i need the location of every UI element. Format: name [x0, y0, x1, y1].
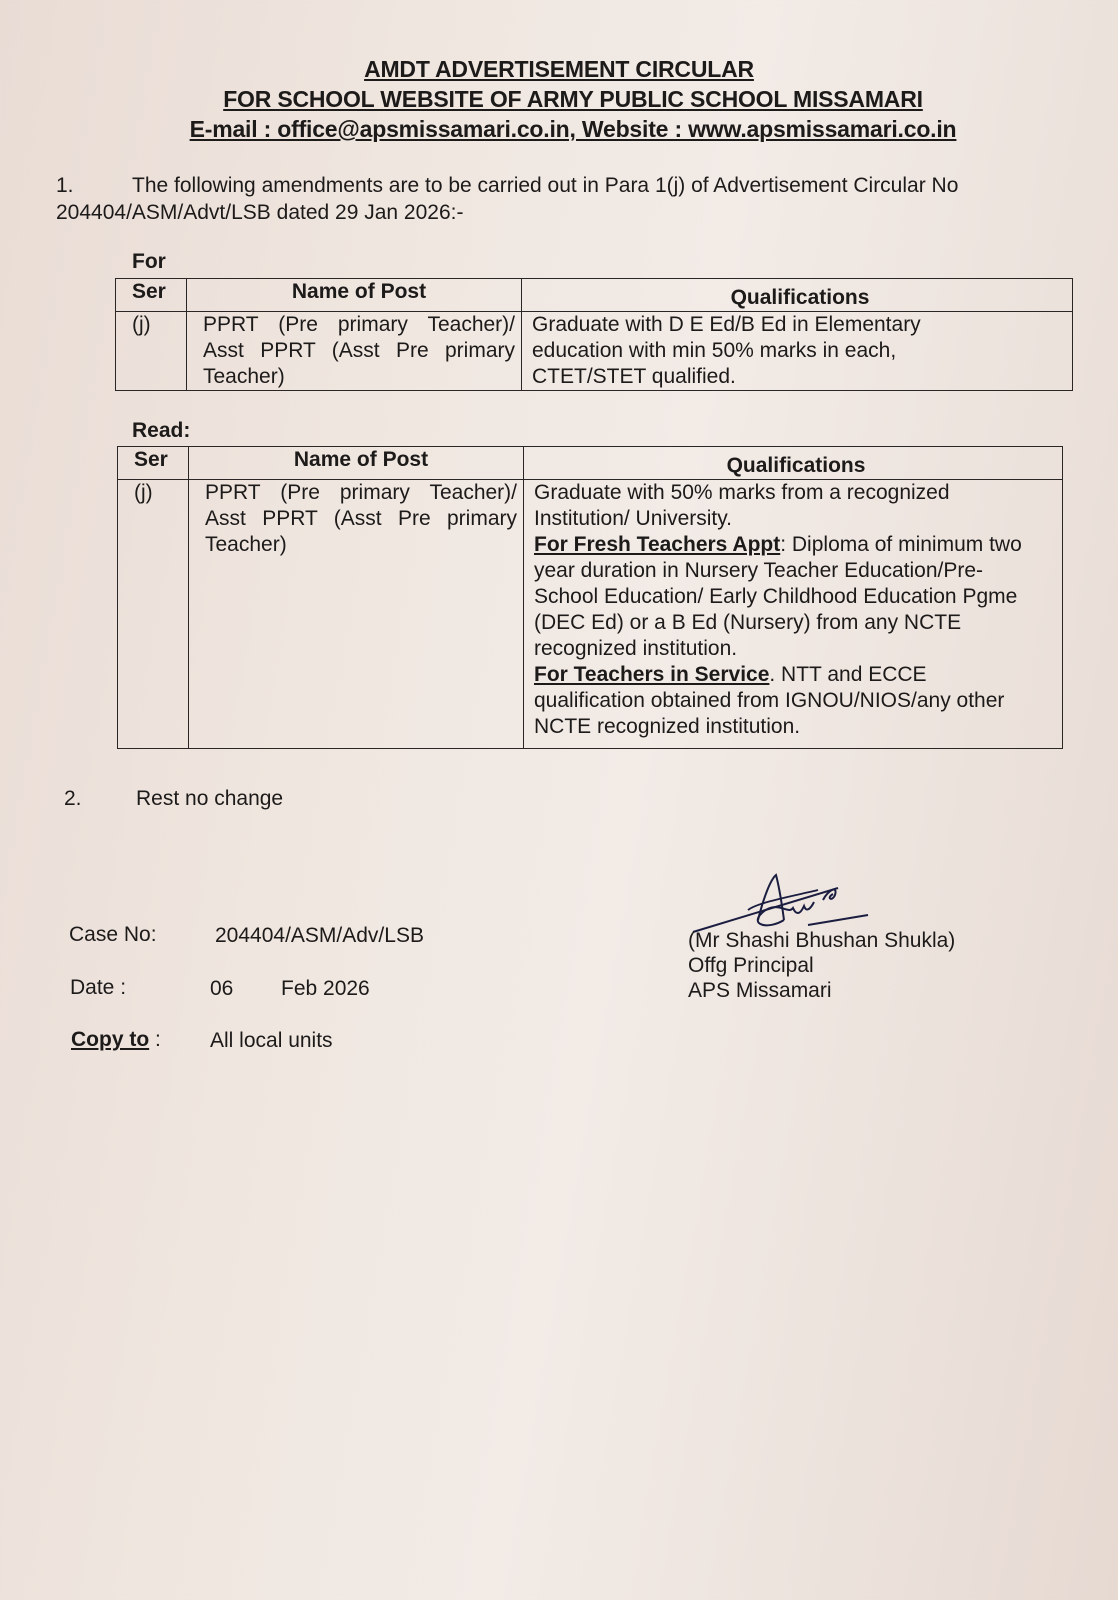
- col-header-qualifications: Qualifications: [522, 279, 1073, 312]
- cell-ser: (j): [116, 312, 187, 391]
- col-header-qualifications: Qualifications: [524, 447, 1063, 480]
- for-label: For: [132, 250, 166, 273]
- signatory-org: APS Missamari: [688, 979, 832, 1002]
- copy-to-label-text: Copy to: [71, 1028, 150, 1051]
- teachers-in-service-text: . NTT and ECCE qualification obtained from IGNOU/NIOS/any other NCTE recognized institution.: [534, 663, 1005, 738]
- date-month-year: Feb 2026: [281, 977, 370, 1000]
- cell-ser: (j): [118, 480, 189, 749]
- col-header-ser: Ser: [118, 447, 189, 480]
- read-label: Read:: [132, 419, 191, 442]
- fresh-teachers-text: : Diploma of minimum two year duration in Nursery Teacher Education/Pre-School Education/ Early Childhood Education Pgme (DEC Ed) or a B Ed (Nursery) from any NCTE recognized institution.: [534, 533, 1022, 660]
- paragraph-number: 1.: [56, 174, 74, 197]
- table-row: [118, 480, 1063, 749]
- circular-title: AMDT ADVERTISEMENT CIRCULAR: [364, 56, 754, 82]
- date-label: Date :: [70, 976, 127, 999]
- paragraph-text: Rest no change: [136, 787, 284, 810]
- col-header-ser: Ser: [116, 279, 187, 312]
- signatory-name: (Mr Shashi Bhushan Shukla): [688, 929, 956, 952]
- case-no-value: 204404/ASM/Adv/LSB: [215, 924, 424, 947]
- table-header-row: [118, 447, 1063, 480]
- paragraph-2: [64, 787, 283, 811]
- signatory-designation: Offg Principal: [688, 954, 814, 977]
- case-no-label: Case No:: [69, 923, 157, 946]
- col-header-post: Name of Post: [187, 279, 522, 312]
- fresh-teachers-heading: For Fresh Teachers Appt: [534, 533, 781, 556]
- table-row: [116, 312, 1073, 391]
- cell-post: PPRT (Pre primary Teacher)/ Asst PPRT (Asst Pre primary Teacher): [187, 312, 522, 391]
- paragraph-1: [56, 172, 1066, 226]
- cell-post: PPRT (Pre primary Teacher)/ Asst PPRT (Asst Pre primary Teacher): [189, 480, 524, 749]
- cell-qualification: Graduate with D E Ed/B Ed in Elementary education with min 50% marks in each, CTET/STET qualified.: [522, 312, 1073, 391]
- contact-line: E-mail : office@apsmissamari.co.in, Website : www.apsmissamari.co.in: [189, 116, 957, 142]
- read-table: [117, 446, 1063, 749]
- copy-to-label: [71, 1028, 161, 1052]
- table-header-row: [116, 279, 1073, 312]
- teachers-in-service-heading: For Teachers in Service: [534, 663, 770, 686]
- copy-to-separator: :: [149, 1028, 161, 1051]
- paragraph-text: The following amendments are to be carried out in Para 1(j) of Advertisement Circular No 204404/ASM/Advt/LSB dated 29 Jan 2026:-: [56, 174, 959, 224]
- circular-subtitle: FOR SCHOOL WEBSITE OF ARMY PUBLIC SCHOOL MISSAMARI: [223, 86, 923, 112]
- paragraph-number: 2.: [64, 787, 82, 810]
- qualification-intro: Graduate with 50% marks from a recognized Institution/ University.: [534, 481, 950, 530]
- date-day: 06: [210, 977, 234, 1000]
- cell-qualification: [524, 480, 1063, 749]
- col-header-post: Name of Post: [189, 447, 524, 480]
- for-table: [115, 278, 1073, 391]
- copy-to-value: All local units: [210, 1029, 333, 1052]
- signature-block: [688, 928, 955, 1003]
